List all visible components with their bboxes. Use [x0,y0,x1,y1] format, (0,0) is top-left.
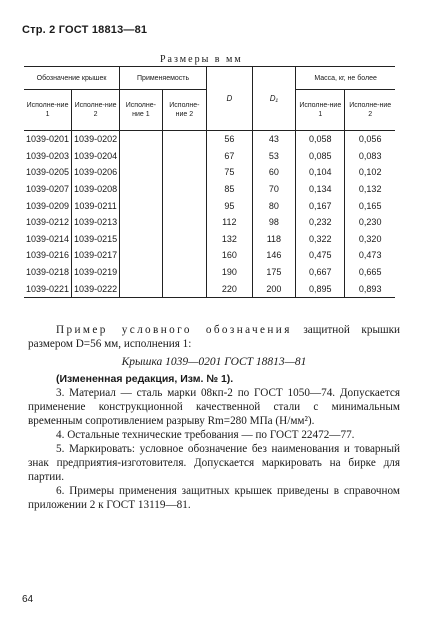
cell-dim-D: 56 [207,131,252,148]
cell-mass-1: 0,895 [296,280,345,297]
cell-mass-1: 0,085 [296,148,345,165]
cell-dim-D: 112 [207,214,252,231]
example-lead-rest: защитной крышки размером D=56 мм, исполнения 1: [28,324,400,350]
cell-dim-D1: 175 [252,264,296,281]
paragraph-material: 3. Материал — сталь марки 08кп-2 по ГОСТ 1050—74. Допускается применение конструкционной качественной стали с минимальным временным сопротивлением разрыву Rm=280 МПа (Н/мм²). [28,387,400,427]
cell-applicability-1 [120,197,163,214]
cell-applicability-2 [162,264,206,281]
cell-mass-1: 0,167 [296,197,345,214]
cell-applicability-1 [120,164,163,181]
table-row [24,164,395,181]
cell-applicability-1 [120,247,163,264]
cell-designation-1: 1039-0209 [24,197,72,214]
table-row [24,264,395,281]
cell-mass-2: 0,132 [345,181,395,198]
cell-designation-1: 1039-0218 [24,264,72,281]
header-designation: Обозначение крышек [24,67,120,90]
table-row [24,148,395,165]
cell-dim-D: 190 [207,264,252,281]
example-lead [28,323,400,351]
cell-applicability-1 [120,264,163,281]
cell-mass-1: 0,058 [296,131,345,148]
table-row [24,131,395,148]
cell-dim-D: 75 [207,164,252,181]
cell-dim-D: 95 [207,197,252,214]
cell-designation-1: 1039-0207 [24,181,72,198]
cell-mass-2: 0,165 [345,197,395,214]
cell-designation-1: 1039-0216 [24,247,72,264]
cell-mass-2: 0,083 [345,148,395,165]
cell-applicability-2 [162,148,206,165]
cell-mass-1: 0,475 [296,247,345,264]
cell-applicability-1 [120,214,163,231]
header-applicability: Применяемость [120,67,207,90]
cell-designation-2: 1039-0208 [72,181,120,198]
cell-dim-D: 85 [207,181,252,198]
cell-applicability-1 [120,131,163,148]
cell-designation-2: 1039-0202 [72,131,120,148]
cell-designation-1: 1039-0203 [24,148,72,165]
example-lead-spaced: Пример условного обозначения [56,324,292,336]
cell-designation-2: 1039-0219 [72,264,120,281]
subheader-mass-1: Исполне-ние 1 [296,90,345,131]
cell-mass-1: 0,322 [296,231,345,248]
header-D1: D₁ [252,67,296,131]
cell-designation-2: 1039-0204 [72,148,120,165]
cell-dim-D1: 98 [252,214,296,231]
cell-designation-2: 1039-0211 [72,197,120,214]
dimensions-table [24,66,395,298]
cell-dim-D: 160 [207,247,252,264]
cell-mass-2: 0,665 [345,264,395,281]
cell-applicability-1 [120,148,163,165]
table-row [24,247,395,264]
header-mass: Масса, кг, не более [296,67,395,90]
cell-designation-2: 1039-0217 [72,247,120,264]
page-number: 64 [22,594,34,605]
table-row [24,231,395,248]
cell-designation-1: 1039-0221 [24,280,72,297]
cell-dim-D: 132 [207,231,252,248]
cell-dim-D1: 43 [252,131,296,148]
edition-note: (Измененная редакция, Изм. № 1). [56,373,234,385]
paragraph-marking: 5. Маркировать: условное обозначение без наименования и товарный знак предприятия-изготовителя. Допускается маркировать на бирке для партии. [28,443,400,483]
cell-mass-2: 0,230 [345,214,395,231]
subheader-applicability-2: Исполне-ние 2 [162,90,206,131]
subheader-applicability-1: Исполне-ние 1 [120,90,163,131]
header-D: D [207,67,252,131]
cell-designation-1: 1039-0212 [24,214,72,231]
body-text [28,323,400,512]
cell-designation-2: 1039-0213 [72,214,120,231]
cell-mass-1: 0,104 [296,164,345,181]
cell-dim-D1: 53 [252,148,296,165]
cell-dim-D1: 200 [252,280,296,297]
cell-applicability-1 [120,280,163,297]
cell-dim-D1: 146 [252,247,296,264]
cell-mass-1: 0,667 [296,264,345,281]
table-row [24,181,395,198]
example-designation: Крышка 1039—0201 ГОСТ 18813—81 [121,356,307,368]
cell-dim-D1: 118 [252,231,296,248]
cell-dim-D1: 70 [252,181,296,198]
cell-mass-2: 0,893 [345,280,395,297]
page-header: Стр. 2 ГОСТ 18813—81 [22,24,148,36]
cell-mass-1: 0,134 [296,181,345,198]
cell-dim-D1: 80 [252,197,296,214]
cell-applicability-1 [120,181,163,198]
cell-designation-1: 1039-0205 [24,164,72,181]
cell-dim-D: 67 [207,148,252,165]
cell-applicability-2 [162,247,206,264]
cell-dim-D: 220 [207,280,252,297]
cell-applicability-2 [162,231,206,248]
cell-dim-D1: 60 [252,164,296,181]
table-row [24,214,395,231]
cell-designation-2: 1039-0215 [72,231,120,248]
cell-designation-2: 1039-0222 [72,280,120,297]
cell-applicability-2 [162,197,206,214]
cell-mass-2: 0,320 [345,231,395,248]
cell-designation-1: 1039-0214 [24,231,72,248]
paragraph-requirements: 4. Остальные технические требования — по ГОСТ 22472—77. [56,429,355,441]
cell-mass-2: 0,102 [345,164,395,181]
cell-applicability-2 [162,131,206,148]
cell-applicability-2 [162,164,206,181]
table-row [24,197,395,214]
cell-applicability-2 [162,181,206,198]
cell-applicability-1 [120,231,163,248]
table-caption: Размеры в мм [160,54,243,65]
paragraph-examples: 6. Примеры применения защитных крышек приведены в справочном приложении 2 к ГОСТ 13119—81. [28,485,400,511]
table-body [24,131,395,298]
cell-mass-1: 0,232 [296,214,345,231]
cell-mass-2: 0,056 [345,131,395,148]
subheader-designation-2: Исполне-ние 2 [72,90,120,131]
cell-designation-2: 1039-0206 [72,164,120,181]
cell-applicability-2 [162,214,206,231]
cell-applicability-2 [162,280,206,297]
subheader-mass-2: Исполне-ние 2 [345,90,395,131]
cell-designation-1: 1039-0201 [24,131,72,148]
cell-mass-2: 0,473 [345,247,395,264]
table-row [24,280,395,297]
subheader-designation-1: Исполне-ние 1 [24,90,72,131]
